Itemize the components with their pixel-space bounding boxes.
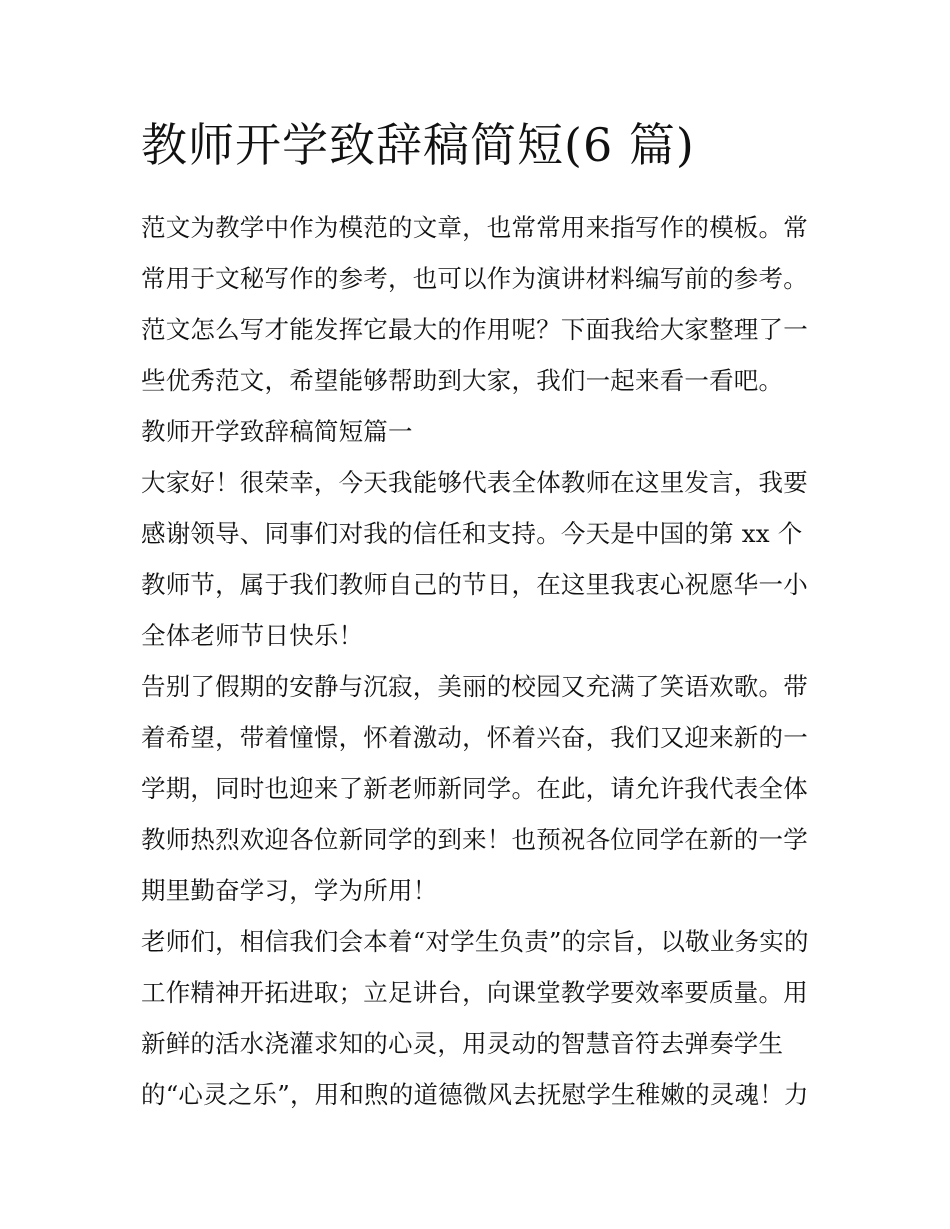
text-line: 告别了假期的安静与沉寂，美丽的校园又充满了笑语欢歌。带 (141, 672, 808, 701)
page-title: 教师开学致辞稿简短(6 篇) (141, 118, 695, 172)
text-line: 感谢领导、同事们对我的信任和支持。今天是中国的第 xx 个 (141, 519, 803, 548)
text-line: 学期，同时也迎来了新老师新同学。在此，请允许我代表全体 (141, 774, 808, 803)
text-line: 着希望，带着憧憬，怀着激动，怀着兴奋，我们又迎来新的一 (141, 723, 808, 752)
text-line: 的“心灵之乐”，用和煦的道德微风去抚慰学生稚嫩的灵魂！力 (141, 1080, 809, 1109)
text-line: 老师们，相信我们会本着“对学生负责”的宗旨，以敬业务实的 (141, 927, 809, 956)
document-body (141, 202, 821, 1120)
text-line: 教师热烈欢迎各位新同学的到来！也预祝各位同学在新的一学 (141, 825, 808, 854)
text-line: 常用于文秘写作的参考，也可以作为演讲材料编写前的参考。 (141, 264, 808, 293)
text-line: 些优秀范文，希望能够帮助到大家，我们一起来看一看吧。 (141, 366, 784, 395)
text-line: 新鲜的活水浇灌求知的心灵，用灵动的智慧音符去弹奏学生 (141, 1029, 784, 1058)
text-line: 期里勤奋学习，学为所用！ (141, 876, 438, 905)
text-line: 全体老师节日快乐！ (141, 621, 364, 650)
section-heading: 教师开学致辞稿简短篇一 (141, 417, 413, 446)
text-line: 教师节，属于我们教师自己的节日，在这里我衷心祝愿华一小 (141, 570, 808, 599)
text-line: 大家好！很荣幸，今天我能够代表全体教师在这里发言，我要 (141, 468, 808, 497)
text-line: 工作精神开拓进取；立足讲台，向课堂教学要效率要质量。用 (141, 978, 808, 1007)
text-line: 范文怎么写才能发挥它最大的作用呢？下面我给大家整理了一 (141, 315, 808, 344)
text-line: 范文为教学中作为模范的文章，也常常用来指写作的模板。常 (141, 213, 808, 242)
